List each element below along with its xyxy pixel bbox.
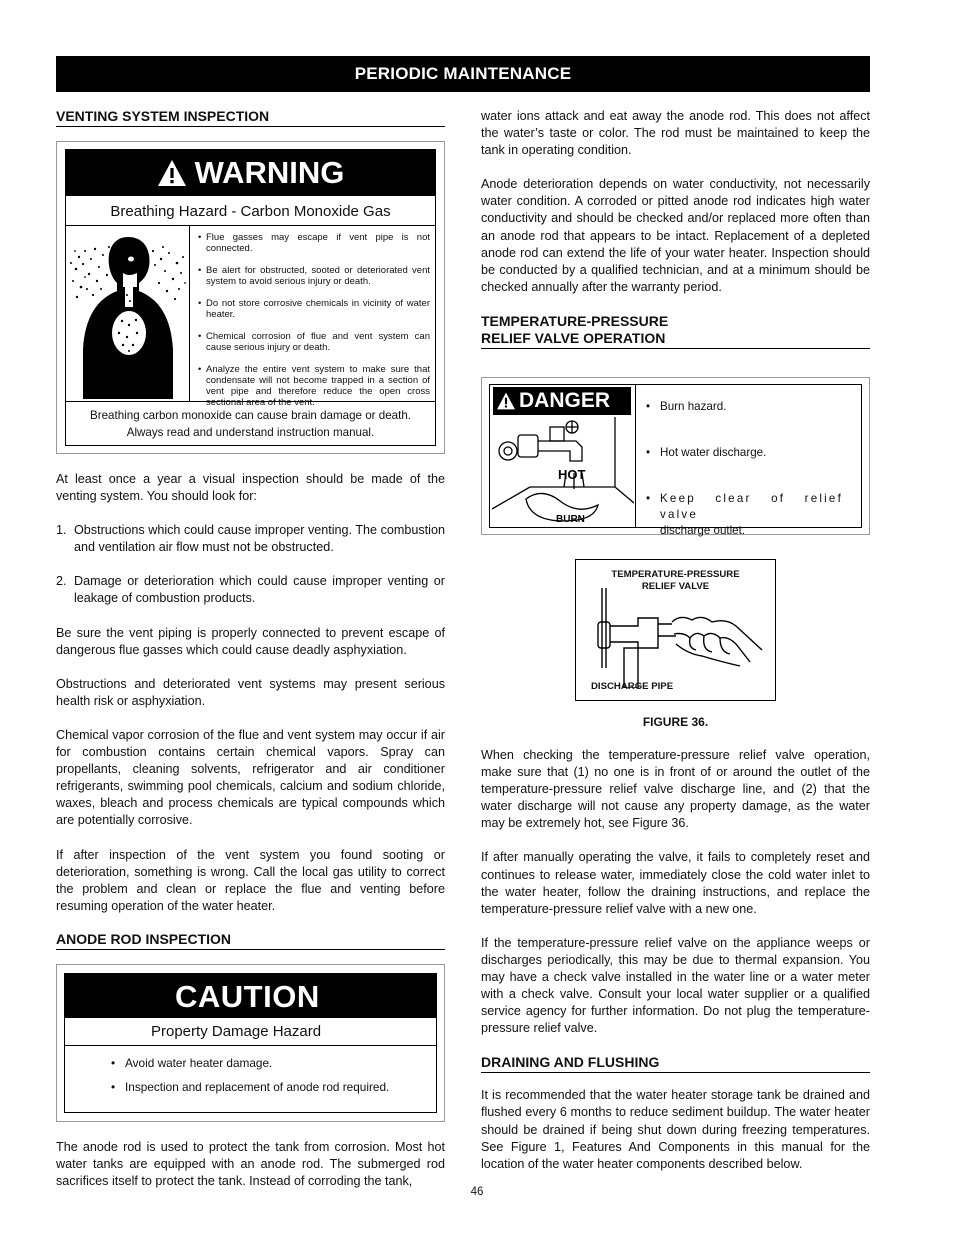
caution-subtitle: Property Damage Hazard — [65, 1018, 436, 1046]
tp-valve-section-title — [481, 313, 870, 349]
warning-bullet: • Be alert for obstructed, sooted or deteriorated vent system to avoid serious injury or death. — [198, 265, 430, 287]
list-item — [56, 522, 445, 556]
list-item — [56, 573, 445, 607]
section-title-line: RELIEF VALVE OPERATION — [481, 329, 666, 346]
figure-label-line: TEMPERATURE-PRESSURE — [611, 568, 740, 580]
paragraph: It is recommended that the water heater storage tank be drained and flushed every 6 months to reduce sediment buildup. The water heater should be drained if being shut down during freezing temperatures. See Figure 1, Features And Components in this manual for the location of the water heater components described below. — [481, 1088, 870, 1171]
warning-footer-line: Breathing carbon monoxide can cause brain damage or death. — [90, 409, 411, 422]
relief-valve-hand-icon — [576, 588, 775, 688]
paragraph: When checking the temperature-pressure relief valve operation, make sure that (1) no one is in front of or around the outlet of the temperature-pressure relief valve discharge line, and (2) that the water discharge will not cause any property damage, as the water may be extremely hot, see Figure 36. — [481, 747, 870, 831]
danger-label — [481, 377, 870, 535]
warning-bullet-list — [190, 226, 435, 408]
caution-heading: CAUTION — [65, 974, 436, 1018]
danger-bullet: • Burn hazard. — [646, 399, 843, 415]
carbon-monoxide-person-icon — [66, 226, 190, 401]
warning-heading: WARNING — [194, 155, 345, 190]
caution-label — [56, 964, 445, 1122]
figure-caption: FIGURE 36. — [642, 714, 709, 729]
warning-label — [56, 141, 445, 454]
danger-bullet-line: Keep clear of relief valve — [660, 491, 843, 521]
danger-bullet-line: discharge outlet. — [660, 523, 746, 537]
burn-label: BURN — [556, 513, 585, 525]
warning-subtitle: Breathing Hazard - Carbon Monoxide Gas — [66, 196, 435, 226]
section-title-line: TEMPERATURE-PRESSURE — [481, 312, 669, 329]
paragraph: At least once a year a visual inspection should be made of the venting system. You should look for: — [56, 472, 445, 504]
danger-heading: DANGER — [519, 388, 611, 412]
page-number: 46 — [470, 1186, 484, 1198]
left-column — [56, 108, 445, 1207]
danger-bullet-list — [636, 385, 861, 537]
list-text: Obstructions which could cause improper venting. The combustion and ventilation air flow must not be obstructed. — [74, 523, 445, 555]
paragraph: The anode rod is used to protect the tank from corrosion. Most hot water tanks are equipped with an anode rod. The submerged rod sacrifices itself to protect the tank. Instead of corroding the tank, — [56, 1139, 445, 1189]
paragraph: Anode deterioration depends on water conductivity, not necessarily water condition. A corroded or pitted anode rod indicates high water conductivity and should be checked and/or replaced more often than an anode rod that appears to be intact. Replacement of a depleted anode rod can extend the life of your water heater. Inspection should be conducted by a qualified technician, and at a minimum should be checked annually after the warranty period. — [481, 177, 870, 294]
paragraph: Chemical vapor corrosion of the flue and vent system may occur if air for combustion contains certain chemical vapors. Spray can propellants, cleaning solvents, refrigerator and air conditioner refrigerants, swimming pool chemicals, calcium and sodium chloride, waxes, bleach and process chemicals are typical compounds which are potentially corrosive. — [56, 727, 445, 828]
list-text: Damage or deterioration which could cause improper venting or leakage of combustion products. — [74, 574, 445, 606]
figure-label-bottom: DISCHARGE PIPE — [591, 680, 674, 692]
danger-bullet: • Hot water discharge. — [646, 445, 843, 461]
hot-label: HOT — [558, 466, 586, 482]
list-number: 2. — [56, 574, 67, 589]
warning-bullet: • Do not store corrosive chemicals in vicinity of water heater. — [198, 298, 430, 320]
paragraph: If the temperature-pressure relief valve on the appliance weeps or discharges periodically, this may be due to thermal expansion. You may have a check valve installed in the water line or a water meter with a check valve. Consult your local water supplier or a qualified service agency for further information. Do not plug the temperature-pressure relief valve. — [481, 935, 870, 1036]
caution-bullet-list — [65, 1046, 436, 1112]
caution-bullet: • Avoid water heater damage. — [111, 1056, 436, 1070]
page-header: PERIODIC MAINTENANCE — [56, 56, 870, 92]
inspection-list — [56, 522, 445, 607]
danger-bullet — [646, 491, 843, 539]
paragraph: water ions attack and eat away the anode rod. This does not affect the water’s taste or color. The rod must be maintained to keep the tank in operating condition. — [481, 109, 870, 158]
paragraph: If after inspection of the vent system you found sooting or deterioration, something is wrong. Call the local gas utility to correct the problem and clean or replace the flue and venting before resuming operation of the water heater. — [56, 847, 445, 913]
danger-header — [493, 387, 631, 415]
venting-section-title: VENTING SYSTEM INSPECTION — [56, 108, 445, 127]
tp-valve-figure — [575, 559, 776, 701]
warning-header — [66, 150, 435, 196]
warning-bullet: • Flue gasses may escape if vent pipe is not connected. — [198, 232, 430, 254]
warning-triangle-icon — [496, 392, 516, 410]
warning-triangle-icon — [157, 159, 187, 187]
list-number: 1. — [56, 523, 67, 538]
figure-label-line: RELIEF VALVE — [641, 580, 710, 592]
right-column — [481, 108, 870, 1190]
hot-water-faucet-icon — [490, 417, 634, 527]
paragraph: If after manually operating the valve, it fails to completely reset and continues to release water, immediately close the cold water inlet to the water heater, follow the draining instructions, and replace the temperature-pressure relief valve with a new one. — [481, 850, 870, 916]
warning-footer-line: Always read and understand instruction manual. — [126, 426, 375, 439]
caution-bullet: • Inspection and replacement of anode rod required. — [111, 1080, 436, 1094]
paragraph: Be sure the vent piping is properly connected to prevent escape of dangerous flue gasses which could cause deadly asphyxiation. — [56, 625, 445, 657]
warning-bullet: • Chemical corrosion of flue and vent system can cause serious injury or death. — [198, 331, 430, 353]
anode-section-title: ANODE ROD INSPECTION — [56, 931, 445, 950]
warning-bullet: • Analyze the entire vent system to make sure that condensate will not become trapped in a section of vent pipe and therefore reduce the open cross sectional area of the vent. — [198, 364, 430, 408]
paragraph: Obstructions and deteriorated vent systems may present serious health risk or asphyxiation. — [56, 676, 445, 708]
warning-footer — [66, 402, 435, 445]
draining-section-title: DRAINING AND FLUSHING — [481, 1054, 870, 1073]
